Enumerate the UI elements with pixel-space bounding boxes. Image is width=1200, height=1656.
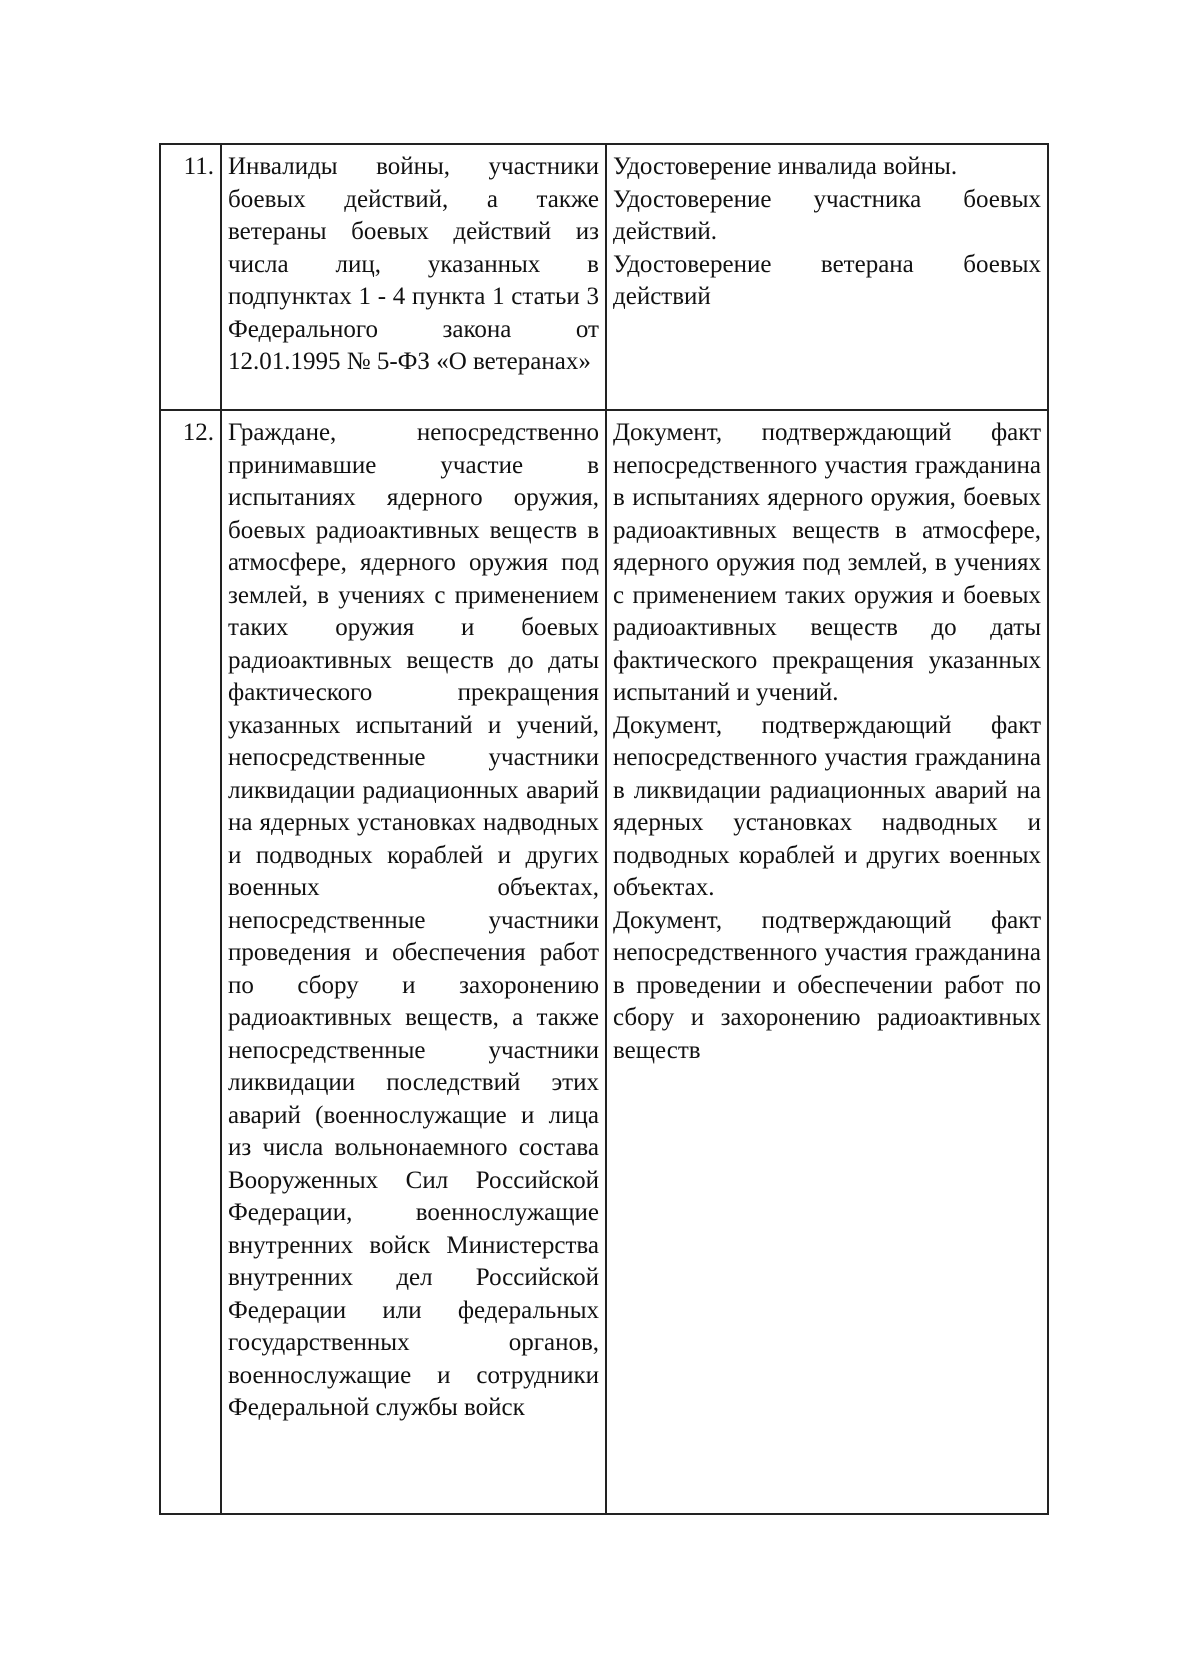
beneficiary-category: Инвалиды войны, участники боевых действий, а также ветераны боевых действий из числа лиц, указанных в подпунктах 1 - 4 пункта 1 статьи 3 Федерального закона от 12.01.1995 № 5-ФЗ «О ветеранах» xyxy=(221,144,606,410)
table-row xyxy=(160,410,1048,1514)
document-item: Удостоверение ветерана боевых действий xyxy=(613,250,1041,310)
row-number: 11. xyxy=(160,144,221,410)
document-item: Документ, подтверждающий факт непосредственного участия гражданина в проведении и обеспечении работ по сбору и захоронению радиоактивных веществ xyxy=(613,906,1041,1064)
document-item: Документ, подтверждающий факт непосредственного участия гражданина в испытаниях ядерного оружия, боевых радиоактивных веществ в атмосфере, ядерного оружия под землей, в учениях с применением таких оружия и боевых радиоактивных веществ до даты фактического прекращения указанных испытаний и учений. xyxy=(613,419,1041,706)
document-item: Документ, подтверждающий факт непосредственного участия гражданина в ликвидации радиационных аварий на ядерных установках надводных и подводных кораблей и других военных объектах. xyxy=(613,711,1041,901)
beneficiary-category: Граждане, непосредственно принимавшие участие в испытаниях ядерного оружия, боевых радиоактивных веществ в атмосфере, ядерного оружия под землей, в учениях с применением таких оружия и боевых радиоактивных веществ до даты фактического прекращения указанных испытаний и учений, непосредственные участники ликвидации радиационных аварий на ядерных установках надводных и подводных кораблей и других военных объектах, непосредственные участники проведения и обеспечения работ по сбору и захоронению радиоактивных веществ, а также непосредственные участники ликвидации последствий этих аварий (военнослужащие и лица из числа вольнонаемного состава Вооруженных Сил Российской Федерации, военнослужащие внутренних войск Министерства внутренних дел Российской Федерации или федеральных государственных органов, военнослужащие и сотрудники Федеральной службы войск xyxy=(221,410,606,1514)
required-documents xyxy=(606,144,1048,410)
benefits-table xyxy=(159,143,1049,1515)
table-row xyxy=(160,144,1048,410)
row-number: 12. xyxy=(160,410,221,1514)
document-item: Удостоверение инвалида войны. xyxy=(613,153,958,180)
required-documents xyxy=(606,410,1048,1514)
document-item: Удостоверение участника боевых действий. xyxy=(613,185,1041,245)
